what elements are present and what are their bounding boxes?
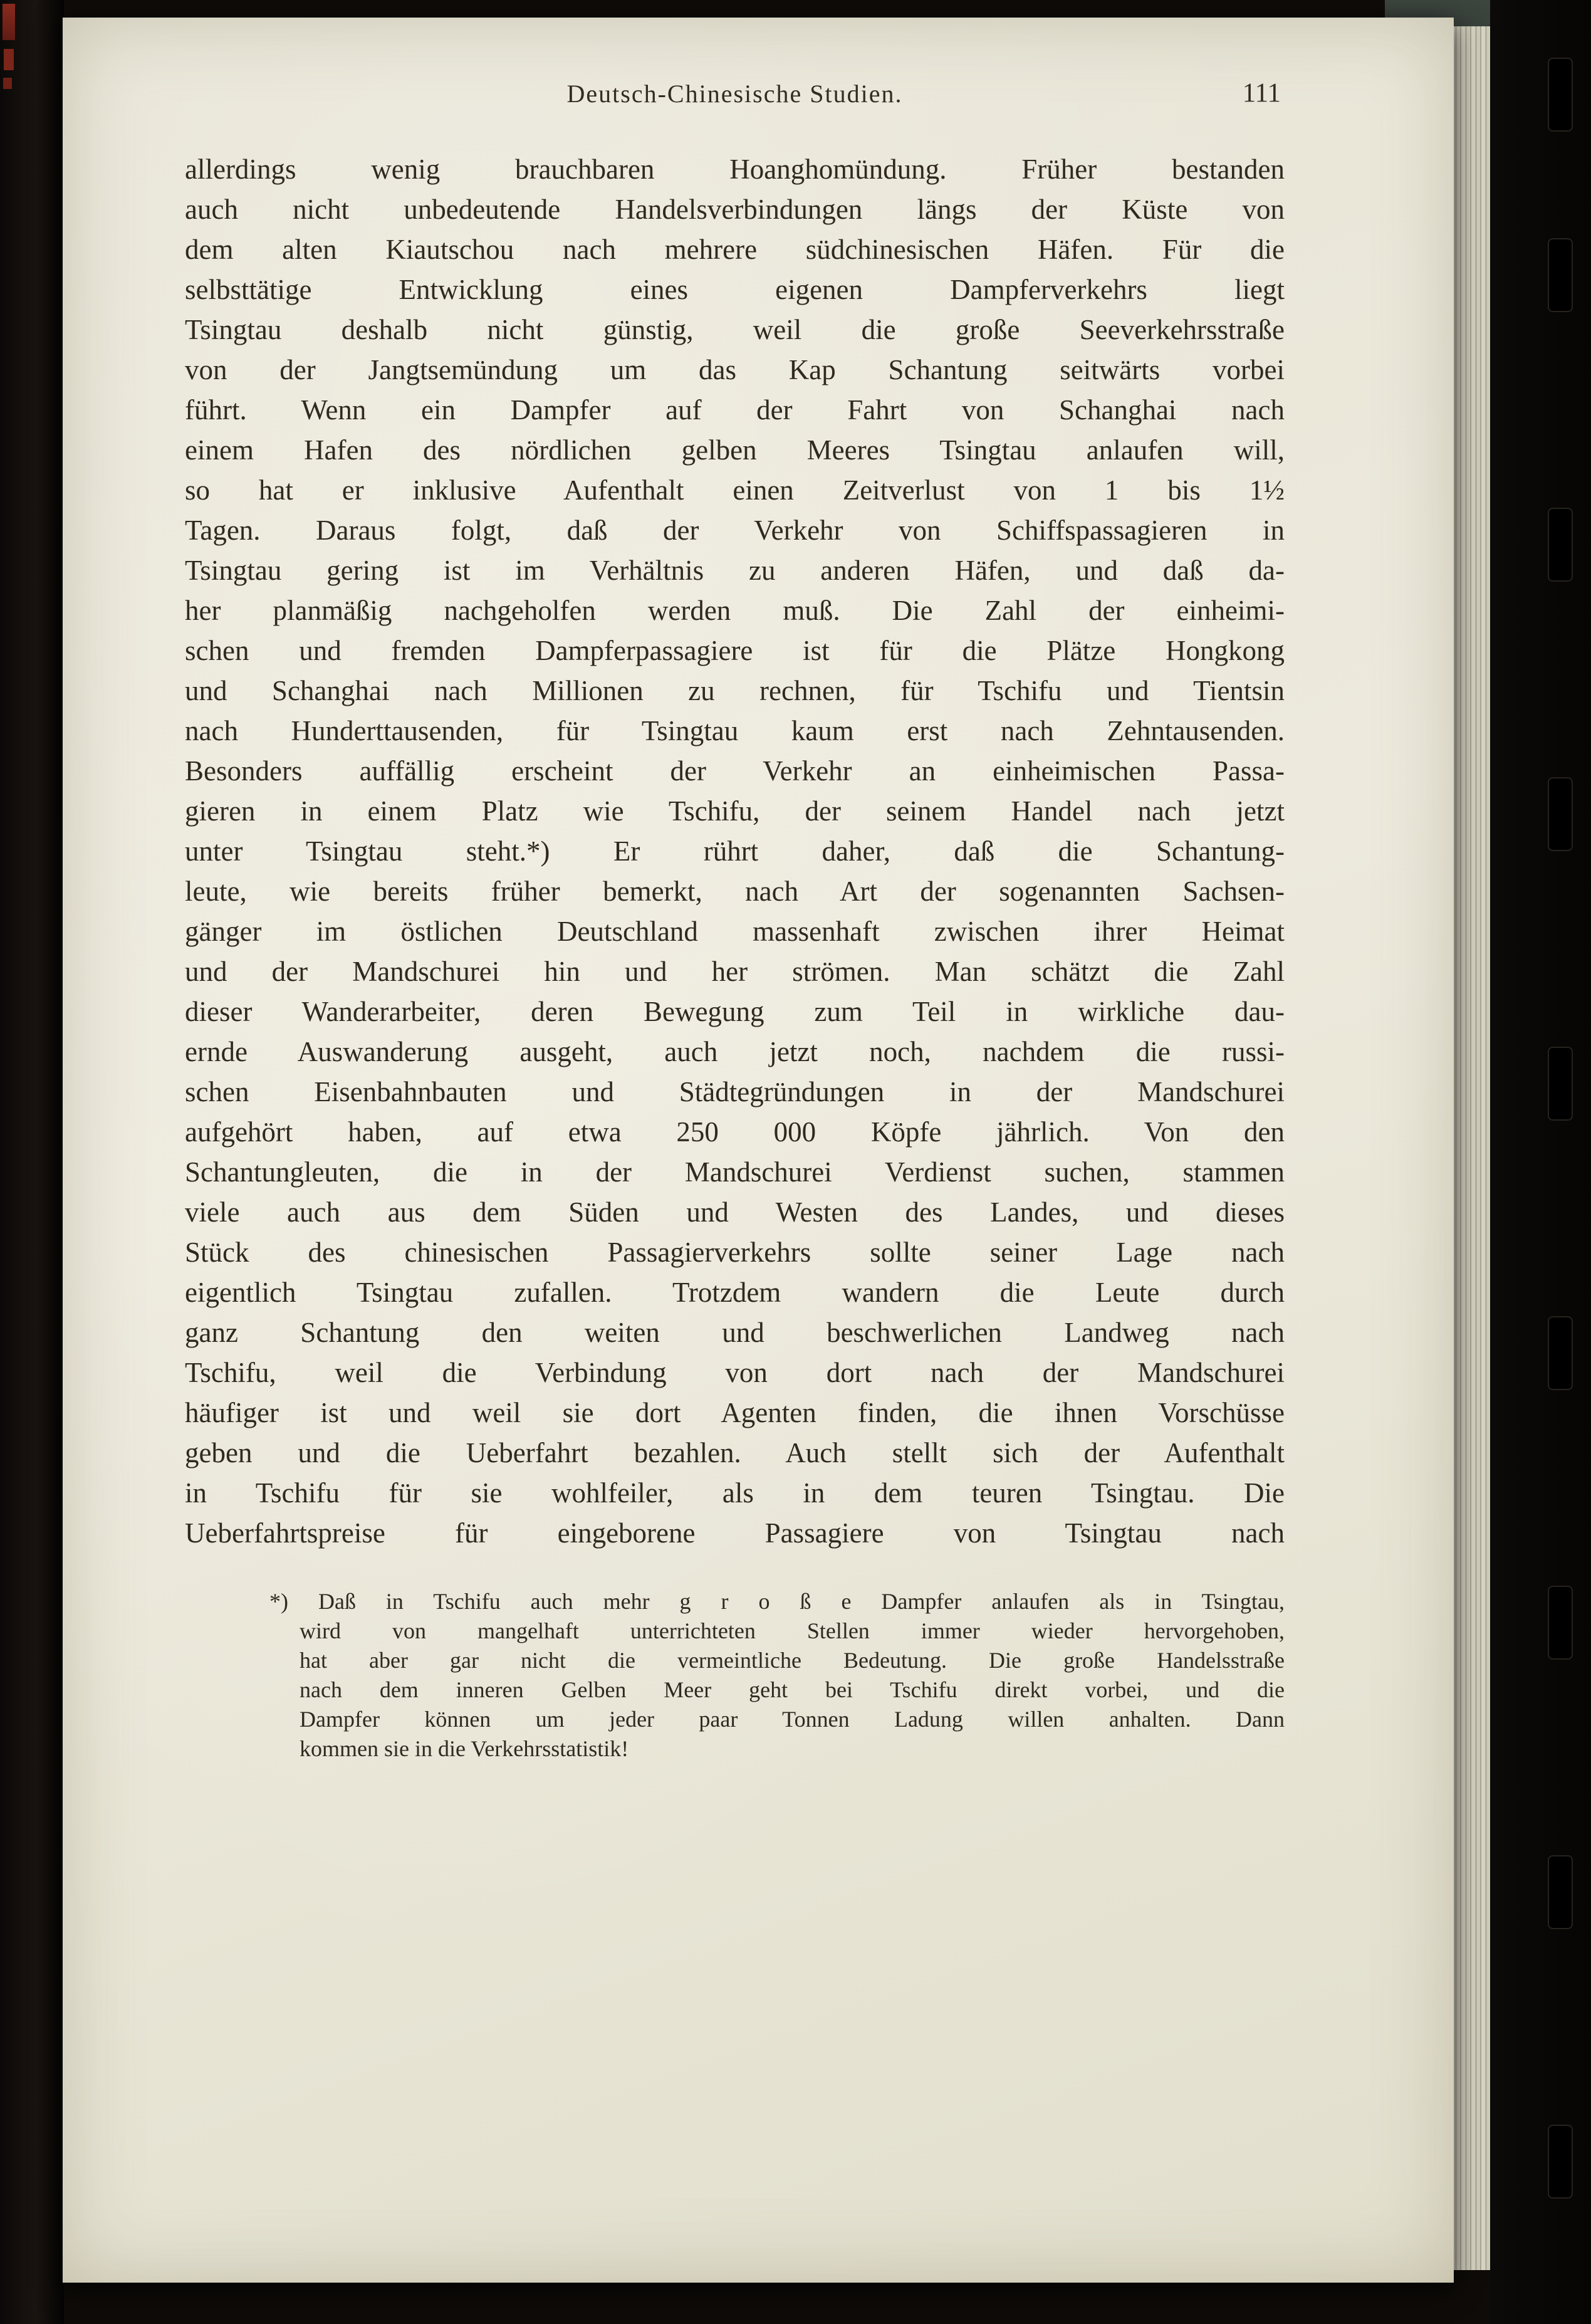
text-line: her planmäßig nachgeholfen werden muß. Die Zahl der einheimi- xyxy=(185,595,1285,626)
text-line: Ueberfahrtspreise für eingeborene Passagiere von Tsingtau nach xyxy=(185,1517,1285,1549)
footnote-line: hat aber gar nicht die vermeintliche Bedeutung. Die große Handelsstraße xyxy=(300,1648,1285,1673)
binder-slot xyxy=(1548,1316,1573,1390)
binder-slot xyxy=(1548,58,1573,132)
text-line: leute, wie bereits früher bemerkt, nach Art der sogenannten Sachsen- xyxy=(185,876,1285,907)
text-line: gänger im östlichen Deutschland massenhaft zwischen ihrer Heimat xyxy=(185,916,1285,947)
text-line: und Schanghai nach Millionen zu rechnen, für Tschifu und Tientsin xyxy=(185,675,1285,706)
binder-slot xyxy=(1548,508,1573,582)
book-page xyxy=(63,18,1454,2283)
text-line: schen und fremden Dampferpassagiere ist für die Plätze Hongkong xyxy=(185,635,1285,666)
footnote-line: nach dem inneren Gelben Meer geht bei Tschifu direkt vorbei, und die xyxy=(300,1677,1285,1702)
binder-strip xyxy=(1490,0,1591,2324)
footnote-line: wird von mangelhaft unterrichteten Stellen immer wieder hervorgehoben, xyxy=(300,1618,1285,1643)
text-line: nach Hunderttausenden, für Tsingtau kaum erst nach Zehntausenden. xyxy=(185,715,1285,746)
text-line: allerdings wenig brauchbaren Hoanghomündung. Früher bestanden xyxy=(185,154,1285,185)
text-line: ganz Schantung den weiten und beschwerlichen Landweg nach xyxy=(185,1317,1285,1348)
binder-slot xyxy=(1548,1047,1573,1121)
text-line: schen Eisenbahnbauten und Städtegründungen in der Mandschurei xyxy=(185,1076,1285,1107)
text-line: häufiger ist und weil sie dort Agenten finden, die ihnen Vorschüsse xyxy=(185,1397,1285,1428)
text-line: eigentlich Tsingtau zufallen. Trotzdem wandern die Leute durch xyxy=(185,1277,1285,1308)
text-line: aufgehört haben, auf etwa 250 000 Köpfe jährlich. Von den xyxy=(185,1116,1285,1148)
page-edge-stack xyxy=(1451,26,1490,2270)
spine-red-mark xyxy=(3,4,15,40)
footnote-line: Dampfer können um jeder paar Tonnen Ladung willen anhalten. Dann xyxy=(300,1707,1285,1732)
binder-slot xyxy=(1548,777,1573,851)
text-line: einem Hafen des nördlichen gelben Meeres Tsingtau anlaufen will, xyxy=(185,434,1285,466)
text-line: von der Jangtsemündung um das Kap Schantung seitwärts vorbei xyxy=(185,354,1285,385)
text-line: geben und die Ueberfahrt bezahlen. Auch stellt sich der Aufenthalt xyxy=(185,1437,1285,1468)
text-line: Tsingtau gering ist im Verhältnis zu anderen Häfen, und daß da- xyxy=(185,555,1285,586)
page-number: 111 xyxy=(1242,78,1281,108)
text-line: unter Tsingtau steht.*) Er rührt daher, daß die Schantung- xyxy=(185,835,1285,867)
footnote-line: *) Daß in Tschifu auch mehr g r o ß e Dampfer anlaufen als in Tsingtau, xyxy=(269,1589,1285,1614)
footnote-line: kommen sie in die Verkehrsstatistik! xyxy=(300,1736,629,1761)
text-line: und der Mandschurei hin und her strömen. Man schätzt die Zahl xyxy=(185,956,1285,987)
page-content xyxy=(185,79,1285,1764)
text-line: Tsingtau deshalb nicht günstig, weil die große Seeverkehrsstraße xyxy=(185,314,1285,345)
text-line: selbsttätige Entwicklung eines eigenen Dampferverkehrs liegt xyxy=(185,274,1285,305)
running-title: Deutsch-Chinesische Studien. xyxy=(566,80,903,108)
text-line: so hat er inklusive Aufenthalt einen Zeitverlust von 1 bis 1½ xyxy=(185,474,1285,506)
binder-slot xyxy=(1548,2125,1573,2199)
footnote xyxy=(185,1587,1285,1764)
spine-red-mark xyxy=(3,78,12,89)
text-line: ernde Auswanderung ausgeht, auch jetzt noch, nachdem die russi- xyxy=(185,1036,1285,1067)
binder-slot xyxy=(1548,1855,1573,1929)
text-line: viele auch aus dem Süden und Westen des Landes, und dieses xyxy=(185,1196,1285,1228)
text-line: Stück des chinesischen Passagierverkehrs sollte seiner Lage nach xyxy=(185,1237,1285,1268)
binder-slot xyxy=(1548,238,1573,312)
page-header xyxy=(185,79,1285,118)
text-line: auch nicht unbedeutende Handelsverbindungen längs der Küste von xyxy=(185,194,1285,225)
book-spine xyxy=(0,0,64,2324)
text-line: gieren in einem Platz wie Tschifu, der seinem Handel nach jetzt xyxy=(185,795,1285,827)
text-line: Schantungleuten, die in der Mandschurei Verdienst suchen, stammen xyxy=(185,1156,1285,1188)
text-line: in Tschifu für sie wohlfeiler, als in dem teuren Tsingtau. Die xyxy=(185,1477,1285,1509)
text-line: Tschifu, weil die Verbindung von dort nach der Mandschurei xyxy=(185,1357,1285,1388)
text-line: dem alten Kiautschou nach mehrere südchinesischen Häfen. Für die xyxy=(185,234,1285,265)
text-line: Besonders auffällig erscheint der Verkehr an einheimischen Passa- xyxy=(185,755,1285,787)
body-text xyxy=(185,149,1285,1553)
text-line: Tagen. Daraus folgt, daß der Verkehr von Schiffspassagieren in xyxy=(185,515,1285,546)
text-line: führt. Wenn ein Dampfer auf der Fahrt von Schanghai nach xyxy=(185,394,1285,426)
text-line: dieser Wanderarbeiter, deren Bewegung zum Teil in wirkliche dau- xyxy=(185,996,1285,1027)
binder-slot xyxy=(1548,1586,1573,1660)
spine-red-mark xyxy=(4,49,14,70)
